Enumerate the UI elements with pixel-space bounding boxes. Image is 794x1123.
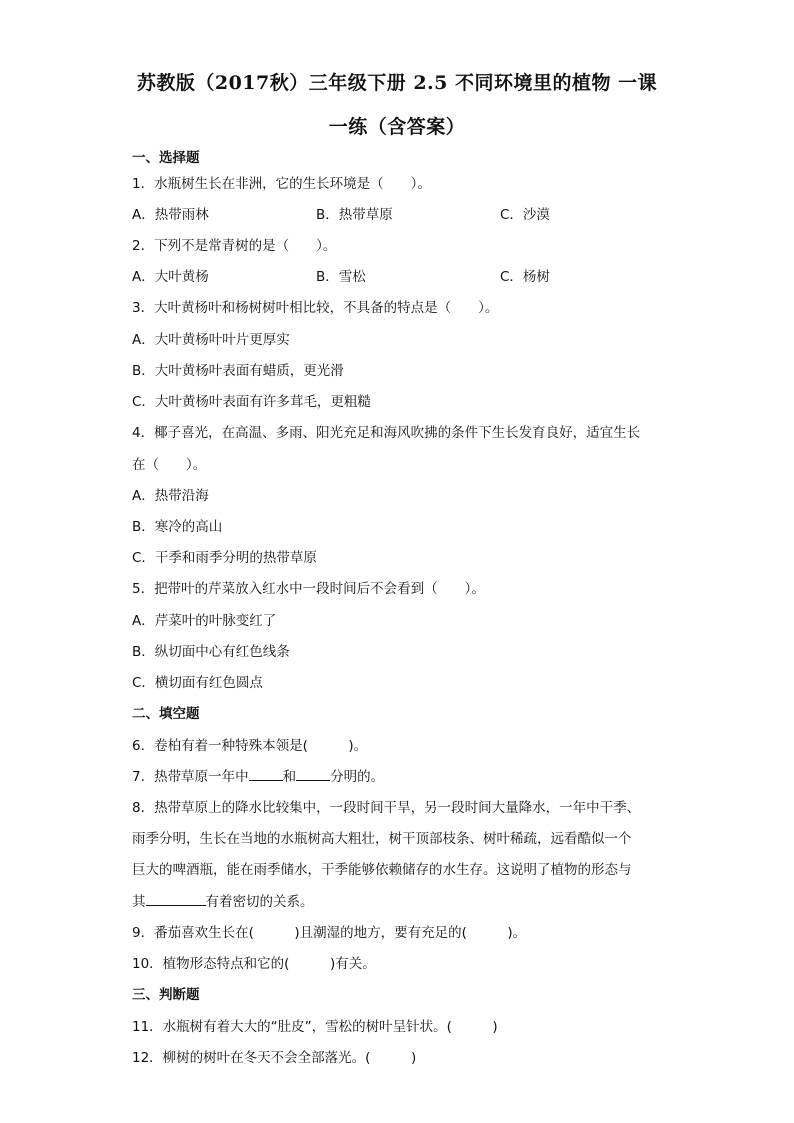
q7-text-mid: 和	[282, 769, 297, 785]
q7-blank-1[interactable]	[249, 766, 283, 781]
q3-option-a: A．大叶黄杨叶叶片更厚实	[132, 332, 290, 348]
q6-stem: 6．卷柏有着一种特殊本领是( )。	[132, 738, 368, 754]
q5-option-c: C．横切面有红色圆点	[132, 675, 263, 691]
q4-option-c: C．干季和雨季分明的热带草原	[132, 550, 317, 566]
q7-stem	[132, 765, 384, 785]
section-judge-heading: 三、判断题	[132, 987, 200, 1003]
q8-line-3: 巨大的啤酒瓶，能在雨季储水，干季能够依赖储存的水生存。这说明了植物的形态与	[132, 862, 632, 878]
q3-option-c: C．大叶黄杨叶表面有许多茸毛，更粗糙	[132, 394, 371, 410]
q12-stem: 12．柳树的树叶在冬天不会全部落光。( )	[132, 1050, 417, 1066]
q4-stem-line-2: 在（ ）。	[132, 457, 207, 473]
q2-option-a: A．大叶黄杨	[132, 269, 209, 285]
q8-line-4	[132, 890, 314, 910]
title-line-1: 苏教版（2017秋）三年级下册 2.5 不同环境里的植物 一课	[136, 72, 658, 94]
q7-text-post: 分明的。	[330, 769, 385, 785]
q2-option-c: C．杨树	[500, 269, 550, 285]
q10-stem: 10．植物形态特点和它的( )有关。	[132, 956, 376, 972]
q5-option-a: A．芹菜叶的叶脉变红了	[132, 613, 277, 629]
q5-option-b: B．纵切面中心有红色线条	[132, 644, 290, 660]
q3-option-b: B．大叶黄杨叶表面有蜡质，更光滑	[132, 363, 344, 379]
q4-stem-line-1: 4．椰子喜光，在高温、多雨、阳光充足和海风吹拂的条件下生长发育良好，适宜生长	[132, 425, 641, 441]
q5-stem: 5．把带叶的芹菜放入红水中一段时间后不会看到（ ）。	[132, 581, 485, 597]
q8-line-1: 8．热带草原上的降水比较集中，一段时间干旱，另一段时间大量降水，一年中干季、	[132, 800, 641, 816]
q1-option-b: B．热带草原	[316, 207, 393, 223]
q9-stem: 9．番茄喜欢生长在( )且潮湿的地方，要有充足的( )。	[132, 925, 527, 941]
title-line-2: 一练（含答案）	[328, 116, 466, 138]
section-fill-heading: 二、填空题	[132, 706, 200, 722]
q8-line-2: 雨季分明，生长在当地的水瓶树高大粗壮，树干顶部枝条、树叶稀疏，远看酷似一个	[132, 831, 632, 847]
q4-option-a: A．热带沿海	[132, 488, 209, 504]
q3-stem: 3．大叶黄杨叶和杨树树叶相比较，不具备的特点是（ ）。	[132, 300, 499, 316]
q2-stem: 2．下列不是常青树的是（ ）。	[132, 238, 337, 254]
q8-text-pre: 其	[132, 894, 146, 910]
q8-text-post: 有着密切的关系。	[205, 894, 314, 910]
section-choice-heading: 一、选择题	[132, 150, 200, 166]
q7-blank-2[interactable]	[296, 766, 330, 781]
q8-blank[interactable]	[146, 891, 206, 906]
q1-option-c: C．沙漠	[500, 207, 550, 223]
q1-option-a: A．热带雨林	[132, 207, 209, 223]
q1-stem: 1．水瓶树生长在非洲，它的生长环境是（ ）。	[132, 176, 431, 192]
q11-stem: 11．水瓶树有着大大的“肚皮”，雪松的树叶呈针状。( )	[132, 1019, 498, 1035]
q2-option-b: B．雪松	[316, 269, 366, 285]
q7-text-pre: 7．热带草原一年中	[132, 769, 249, 785]
q4-option-b: B．寒冷的高山	[132, 519, 223, 535]
